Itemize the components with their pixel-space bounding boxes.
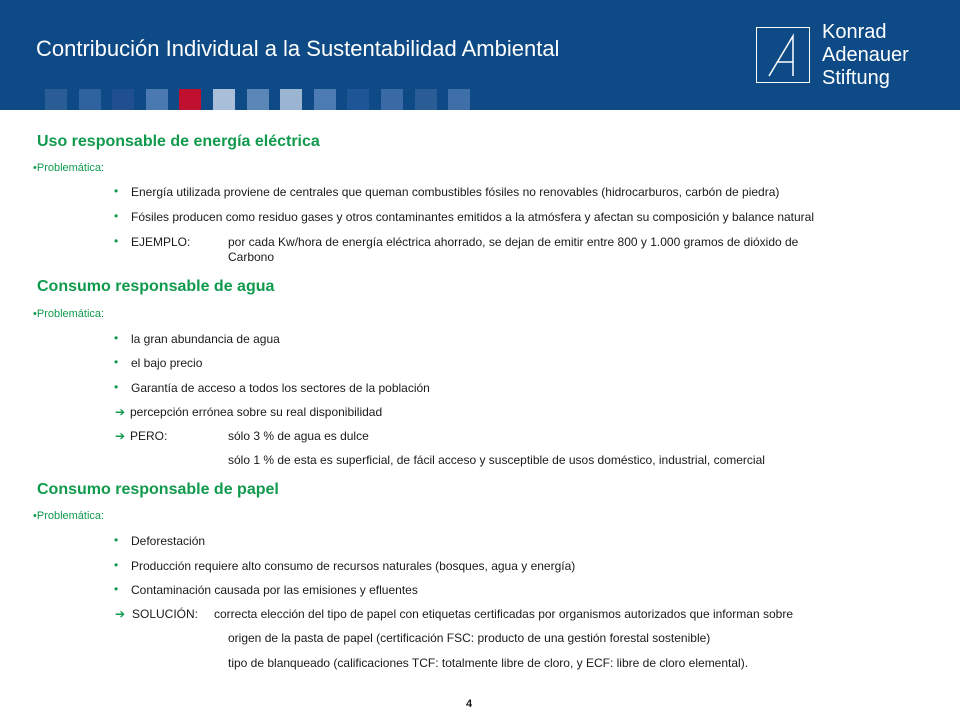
pero-label: PERO: [130, 429, 168, 443]
section-heading-energy: Uso responsable de energía eléctrica [37, 133, 320, 150]
arrow-icon: ➔ [115, 429, 126, 443]
pero-line-2: sólo 1 % de esta es superficial, de fácil acceso y susceptible de usos doméstico, industrial, comercial [228, 453, 765, 467]
problem-label-water: •Problemática: [33, 308, 105, 320]
logo-line-2: Adenauer [822, 44, 909, 66]
logo-a-icon [757, 28, 811, 84]
section-heading-paper: Consumo responsable de papel [37, 481, 279, 498]
bullet-icon: • [114, 355, 119, 369]
section-heading-water: Consumo responsable de agua [37, 278, 275, 295]
arrow-icon: ➔ [115, 607, 126, 621]
paper-bullet-2: Producción requiere alto consumo de recursos naturales (bosques, agua y energía) [131, 559, 576, 573]
bullet-icon: • [114, 582, 119, 596]
square-13 [448, 89, 470, 110]
kas-logo-mark [756, 27, 810, 83]
kas-logo-text [822, 21, 909, 90]
example-line-2: Carbono [228, 250, 275, 264]
example-line-1: por cada Kw/hora de energía eléctrica ahorrado, se dejan de emitir entre 800 y 1.000 gramos de dióxido de [228, 235, 799, 249]
square-2 [79, 89, 101, 110]
water-bullet-2: el bajo precio [131, 356, 203, 370]
solution-label: SOLUCIÓN: [132, 607, 199, 621]
square-9 [314, 89, 336, 110]
solution-line-2: origen de la pasta de papel (certificación FSC: producto de una gestión forestal sostenible) [228, 631, 711, 645]
example-label: EJEMPLO: [131, 235, 191, 249]
bullet-icon: • [114, 331, 119, 345]
energy-bullet-2: Fósiles producen como residuo gases y otros contaminantes emitidos a la atmósfera y afectan su composición y balance natural [131, 210, 815, 224]
arrow-icon: ➔ [115, 405, 126, 419]
square-12 [415, 89, 437, 110]
bullet-icon: • [114, 558, 119, 572]
solution-line-3: tipo de blanqueado (calificaciones TCF: totalmente libre de cloro, y ECF: libre de cloro elemental). [228, 656, 749, 670]
page-number: 4 [466, 698, 473, 710]
paper-bullet-3: Contaminación causada por las emisiones y efluentes [131, 583, 418, 597]
square-6 [213, 89, 235, 110]
bullet-icon: • [114, 380, 119, 394]
paper-bullet-1: Deforestación [131, 534, 206, 548]
square-5 [179, 89, 201, 110]
header-banner [0, 0, 960, 110]
bullet-icon: • [114, 184, 119, 198]
bullet-icon: • [114, 234, 119, 248]
water-bullet-1: la gran abundancia de agua [131, 332, 280, 346]
slide-title: Contribución Individual a la Sustentabilidad Ambiental [36, 36, 560, 61]
problem-label-paper: •Problemática: [33, 510, 105, 522]
square-8 [280, 89, 302, 110]
water-bullet-3: Garantía de acceso a todos los sectores de la población [131, 381, 430, 395]
square-1 [45, 89, 67, 110]
energy-bullet-1: Energía utilizada proviene de centrales que queman combustibles fósiles no renovables (hidrocarburos, carbón de piedra) [131, 185, 780, 199]
square-4 [146, 89, 168, 110]
logo-line-1: Konrad [822, 21, 887, 43]
water-arrow-text: percepción errónea sobre su real disponibilidad [130, 405, 383, 419]
square-10 [347, 89, 369, 110]
square-3 [112, 89, 134, 110]
square-11 [381, 89, 403, 110]
logo-line-3: Stiftung [822, 67, 890, 89]
pero-line-1: sólo 3 % de agua es dulce [228, 429, 369, 443]
bullet-icon: • [114, 533, 119, 547]
bullet-icon: • [114, 209, 119, 223]
problem-label-energy: •Problemática: [33, 162, 105, 174]
square-7 [247, 89, 269, 110]
solution-line-1: correcta elección del tipo de papel con etiquetas certificadas por organismos autorizados que informan sobre [214, 607, 793, 621]
